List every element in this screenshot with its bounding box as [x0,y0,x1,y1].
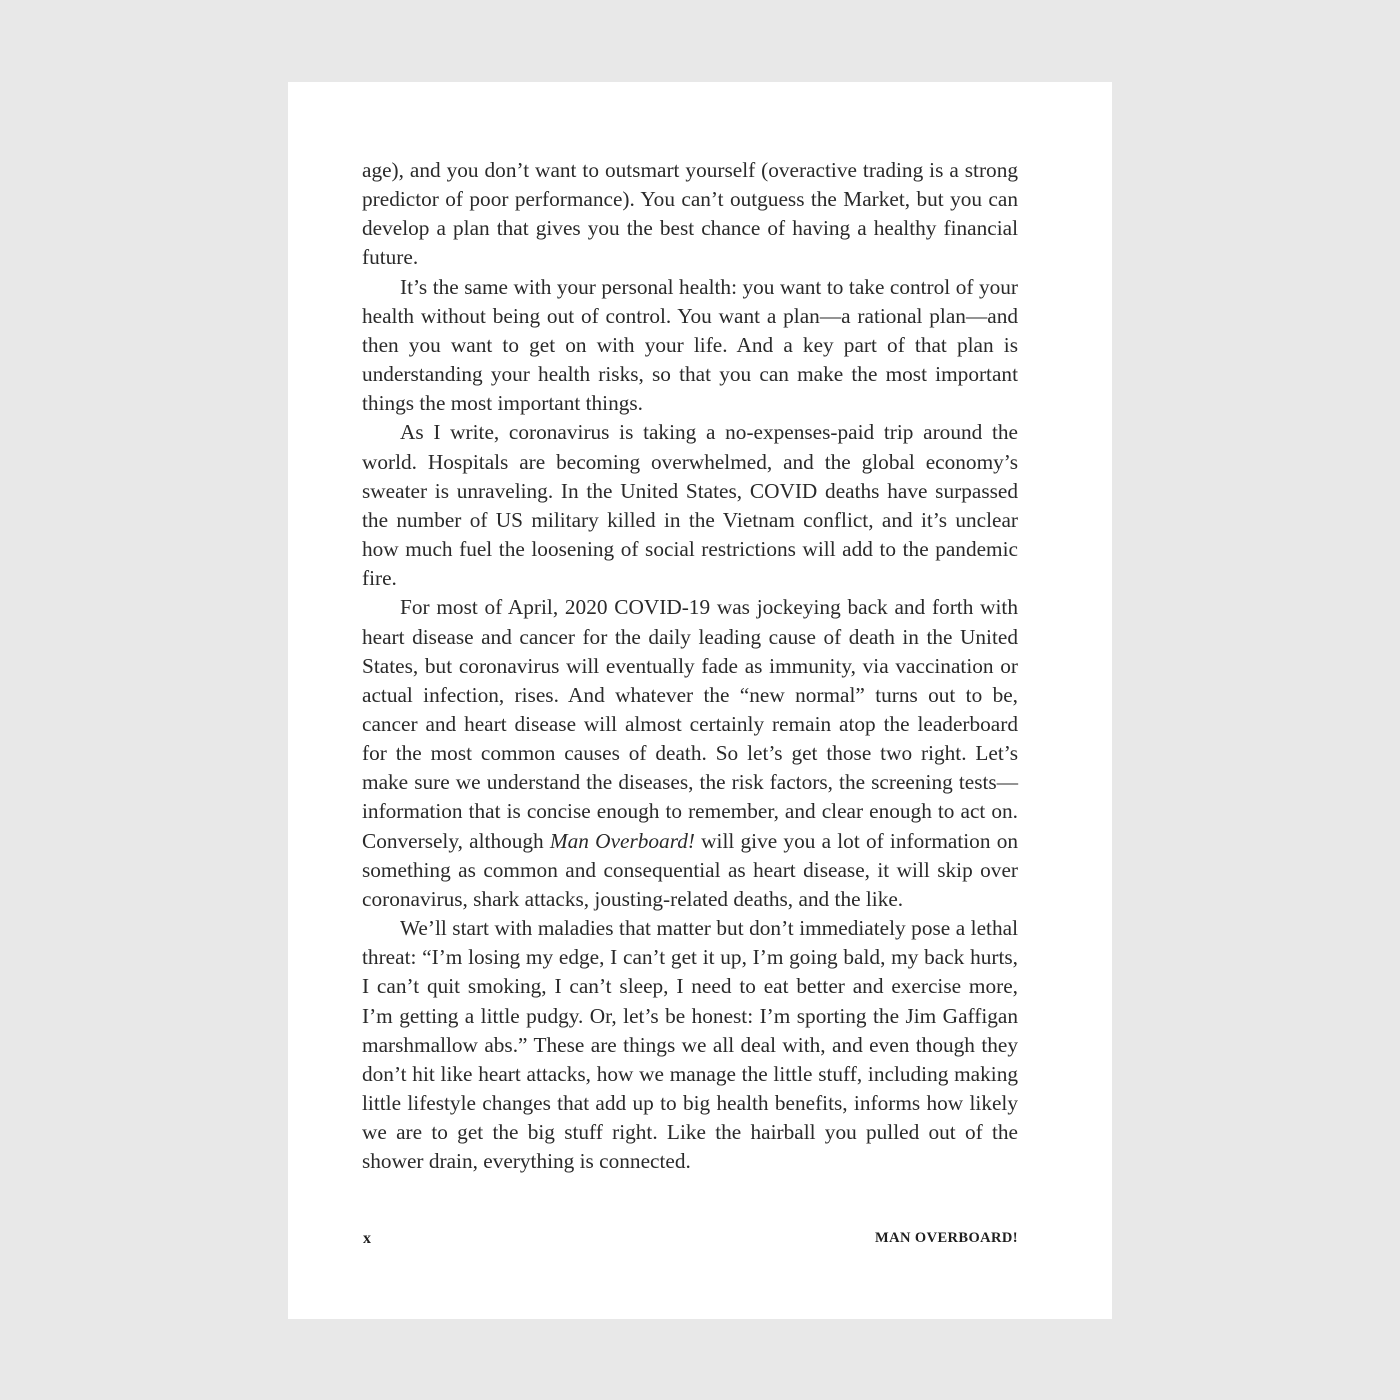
paragraph-3: As I write, coronavirus is taking a no-expenses-paid trip around the world. Hospitals are becoming overwhelmed, and the global economy’s sweater is unraveling. In the United States, COVID deaths have surpassed the number of US military killed in the Vietnam conflict, and it’s unclear how much fuel the loosening of social restrictions will add to the pandemic fire. [362,420,1018,591]
paragraph-2: It’s the same with your personal health: you want to take control of your health without being out of control. You want a plan—a rational plan—and then you want to get on with your life. And a key part of that plan is understanding your health risks, so that you can make the most important things the most important things. [362,274,1018,416]
paragraph-1: age), and you don’t want to outsmart yourself (overactive trading is a strong predictor of poor performance). You can’t outguess the Market, but you can develop a plan that gives you the best chance of having a healthy financial future. [362,158,1018,270]
paragraph-4 [362,593,1018,914]
book-page [288,82,1112,1319]
body-text [362,156,1018,1176]
running-head: MAN OVERBOARD! [875,1230,1018,1246]
book-title-italic: Man Overboard! [549,828,695,853]
page-number: x [363,1230,371,1247]
paragraph-4-text-after: will give you a lot of information on something as common and consequential as heart disease, it will skip over coronavirus, shark attacks, jousting-related deaths, and the like. [362,828,1019,911]
page-footer [362,1230,1018,1250]
paragraph-5: We’ll start with maladies that matter but don’t immediately pose a lethal threat: “I’m losing my edge, I can’t get it up, I’m going bald, my back hurts, I can’t quit smoking, I can’t sleep, I need to eat better and exercise more, I’m getting a little pudgy. Or, let’s be honest: I’m sporting the Jim Gaffigan marshmallow abs.” These are things we all deal with, and even though they don’t hit like heart attacks, how we manage the little stuff, including making little lifestyle changes that add up to big health benefits, informs how likely we are to get the big stuff right. Like the hairball you pulled out of the shower drain, everything is connected. [362,916,1018,1174]
paragraph-4-text-before: For most of April, 2020 COVID-19 was jockeying back and forth with heart disease and cancer for the daily leading cause of death in the United States, but coronavirus will eventually fade as immunity, via vaccination or actual infection, rises. And whatever the “new normal” turns out to be, cancer and heart disease will almost certainly remain atop the leaderboard for the most common causes of death. So let’s get those two right. Let’s make sure we understand the diseases, the risk factors, the screening tests—information that is concise enough to remember, and clear enough to act on. Conversely, although [362,595,1018,853]
